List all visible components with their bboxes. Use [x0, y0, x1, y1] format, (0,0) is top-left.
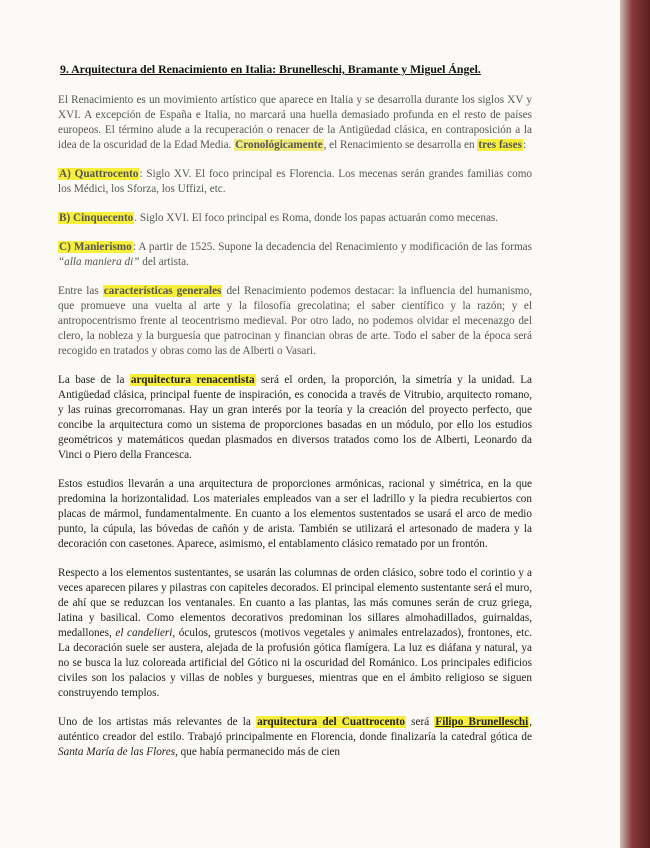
paragraph-estudios: Estos estudios llevarán a una arquitectura de proporciones armónicas, racional y simétrica, en la que predomina la horizontalidad. Los materiales empleados van a ser el ladrillo y la piedra recubiertos con placas de mármol, fundamentalmente. En cuanto a los elementos sustentados se usará el arco de medio punto, la cúpula, las bóvedas de cañón y de arista. También se utilizará el artesonado de madera y la decoración con casetones. Aparece, asimismo, el entablamento clásico rematado por un frontón. [58, 478, 532, 550]
intro-end: : [522, 139, 527, 151]
uno-italic: Santa María de las Flores [58, 746, 176, 758]
paragraph-intro [58, 93, 532, 153]
manierismo-text: : A partir de 1525. Supone la decadencia del Renacimiento y modificación de las formas [132, 241, 532, 253]
uno-post: , auténtico creador del estilo. Trabajó principalmente en Florencia, donde finalizaría la catedral gótica de [58, 716, 532, 743]
paragraph-quattrocento [58, 167, 532, 197]
manierismo-italic: “alla maniera di” [58, 256, 140, 268]
caracteristicas-post: del Renacimiento podemos destacar: la influencia del humanismo, que promueve una vuelta al arte y la filosofía grecolatina; el saber científico y la razón; y el antropocentrismo frente al teocentrismo medieval. Por otro lado, no podemos olvidar el mecenazgo del clero, la nobleza y la burguesía que patrocinan y financian obras de arte. Todo el saber de la época será recogido en tratados y obras como las de Alberti o Vasari. [58, 285, 533, 357]
highlight-cuattrocento: arquitectura del Cuattrocento [257, 716, 405, 728]
paragraph-respecto [58, 566, 532, 701]
highlight-tres-fases: tres fases [478, 139, 522, 151]
page-title: 9. Arquitectura del Renacimiento en Italia: Brunelleschi, Bramante y Miguel Ángel. [60, 62, 481, 76]
highlight-arquitectura-renacentista: arquitectura renacentista [130, 374, 255, 386]
highlight-cronologicamente: Cronológicamente [235, 139, 323, 151]
paragraph-caracteristicas [58, 284, 532, 359]
paragraph-manierismo [58, 240, 532, 270]
paragraph-cinquecento [58, 211, 532, 226]
highlight-brunelleschi: Filipo Brunelleschi [435, 716, 529, 728]
respecto-post: , óculos, grutescos (motivos vegetales y animales entrelazados), frontones, etc. La decoración suele ser austera, alejada de la profusión gótica flamígera. La luz es diáfana y natural, ya no se busca la luz coloreada artificial del Gótico ni la oscuridad del Románico. Los principales edificios civiles son los palacios y villas de nobles y burgueses, mientras que en el ámbito religioso se siguen construyendo templos. [58, 627, 532, 699]
highlight-manierismo: C) Manierismo [59, 241, 132, 253]
respecto-pre: Respecto a los elementos sustentantes, se usarán las columnas de orden clásico, sobre todo el corintio y a veces aparecen pilares y pilastras con capiteles decorados. El principal elemento sustentante será el muro, de ahí que se reduzcan los ventanales. En cuanto a las plantas, las más comunes serán de cruz griega, latina y basilical. Como elementos decorativos predominan los sillares almohadillados, guirnaldas, medallones, [58, 567, 532, 639]
highlight-cinquecento: B) Cinquecento [59, 212, 134, 224]
caracteristicas-pre: Entre las [58, 285, 103, 297]
intro-text: El Renacimiento es un movimiento artístico que aparece en Italia y se desarrolla durante los siglos XV y XVI. A excepción de España e Italia, no marcará una huella demasiado profunda en el resto de países europeos. El término alude a la recuperación o renacer de la Antigüedad clásica, en contraposición a la idea de la oscuridad de la Edad Media. [58, 94, 532, 151]
intro-text-2: , el Renacimiento se desarrolla en [323, 139, 475, 151]
paragraph-uno [58, 715, 532, 760]
uno-pre: Uno de los artistas más relevantes de la [58, 716, 257, 728]
base-post: será el orden, la proporción, la simetría y la unidad. La Antigüedad clásica, principal fuente de inspiración, es conocida a través de Vitrubio, arquitecto romano, y las ruinas grecorromanas. Hay un gran interés por la teoría y la creación del proyecto perfecto, que concibe la arquitectura como un sistema de proporciones basadas en un módulo, por ello los estudios geométricos y matemáticos quedan plasmados en diversos tratados como los de Alberti, Leonardo da Vinci o Piero della Francesca. [58, 374, 533, 461]
document-body [58, 62, 532, 774]
quattrocento-text: : Siglo XV. El foco principal es Florencia. Los mecenas serán grandes familias como los Médici, los Sforza, los Uffizi, etc. [58, 168, 532, 195]
highlight-quattrocento: A) Quattrocento [59, 168, 139, 180]
paragraph-base [58, 373, 532, 463]
base-pre: La base de la [58, 374, 130, 386]
page-edge-shadow [620, 0, 650, 848]
cinquecento-text: . Siglo XVI. El foco principal es Roma, donde los papas actuarán como mecenas. [134, 212, 499, 224]
manierismo-end: del artista. [139, 256, 189, 268]
uno-mid: será [405, 716, 435, 728]
respecto-italic: el candelieri [115, 627, 173, 639]
highlight-caracteristicas: características generales [103, 285, 222, 297]
uno-end: , que había permanecido más de cien [175, 746, 341, 758]
